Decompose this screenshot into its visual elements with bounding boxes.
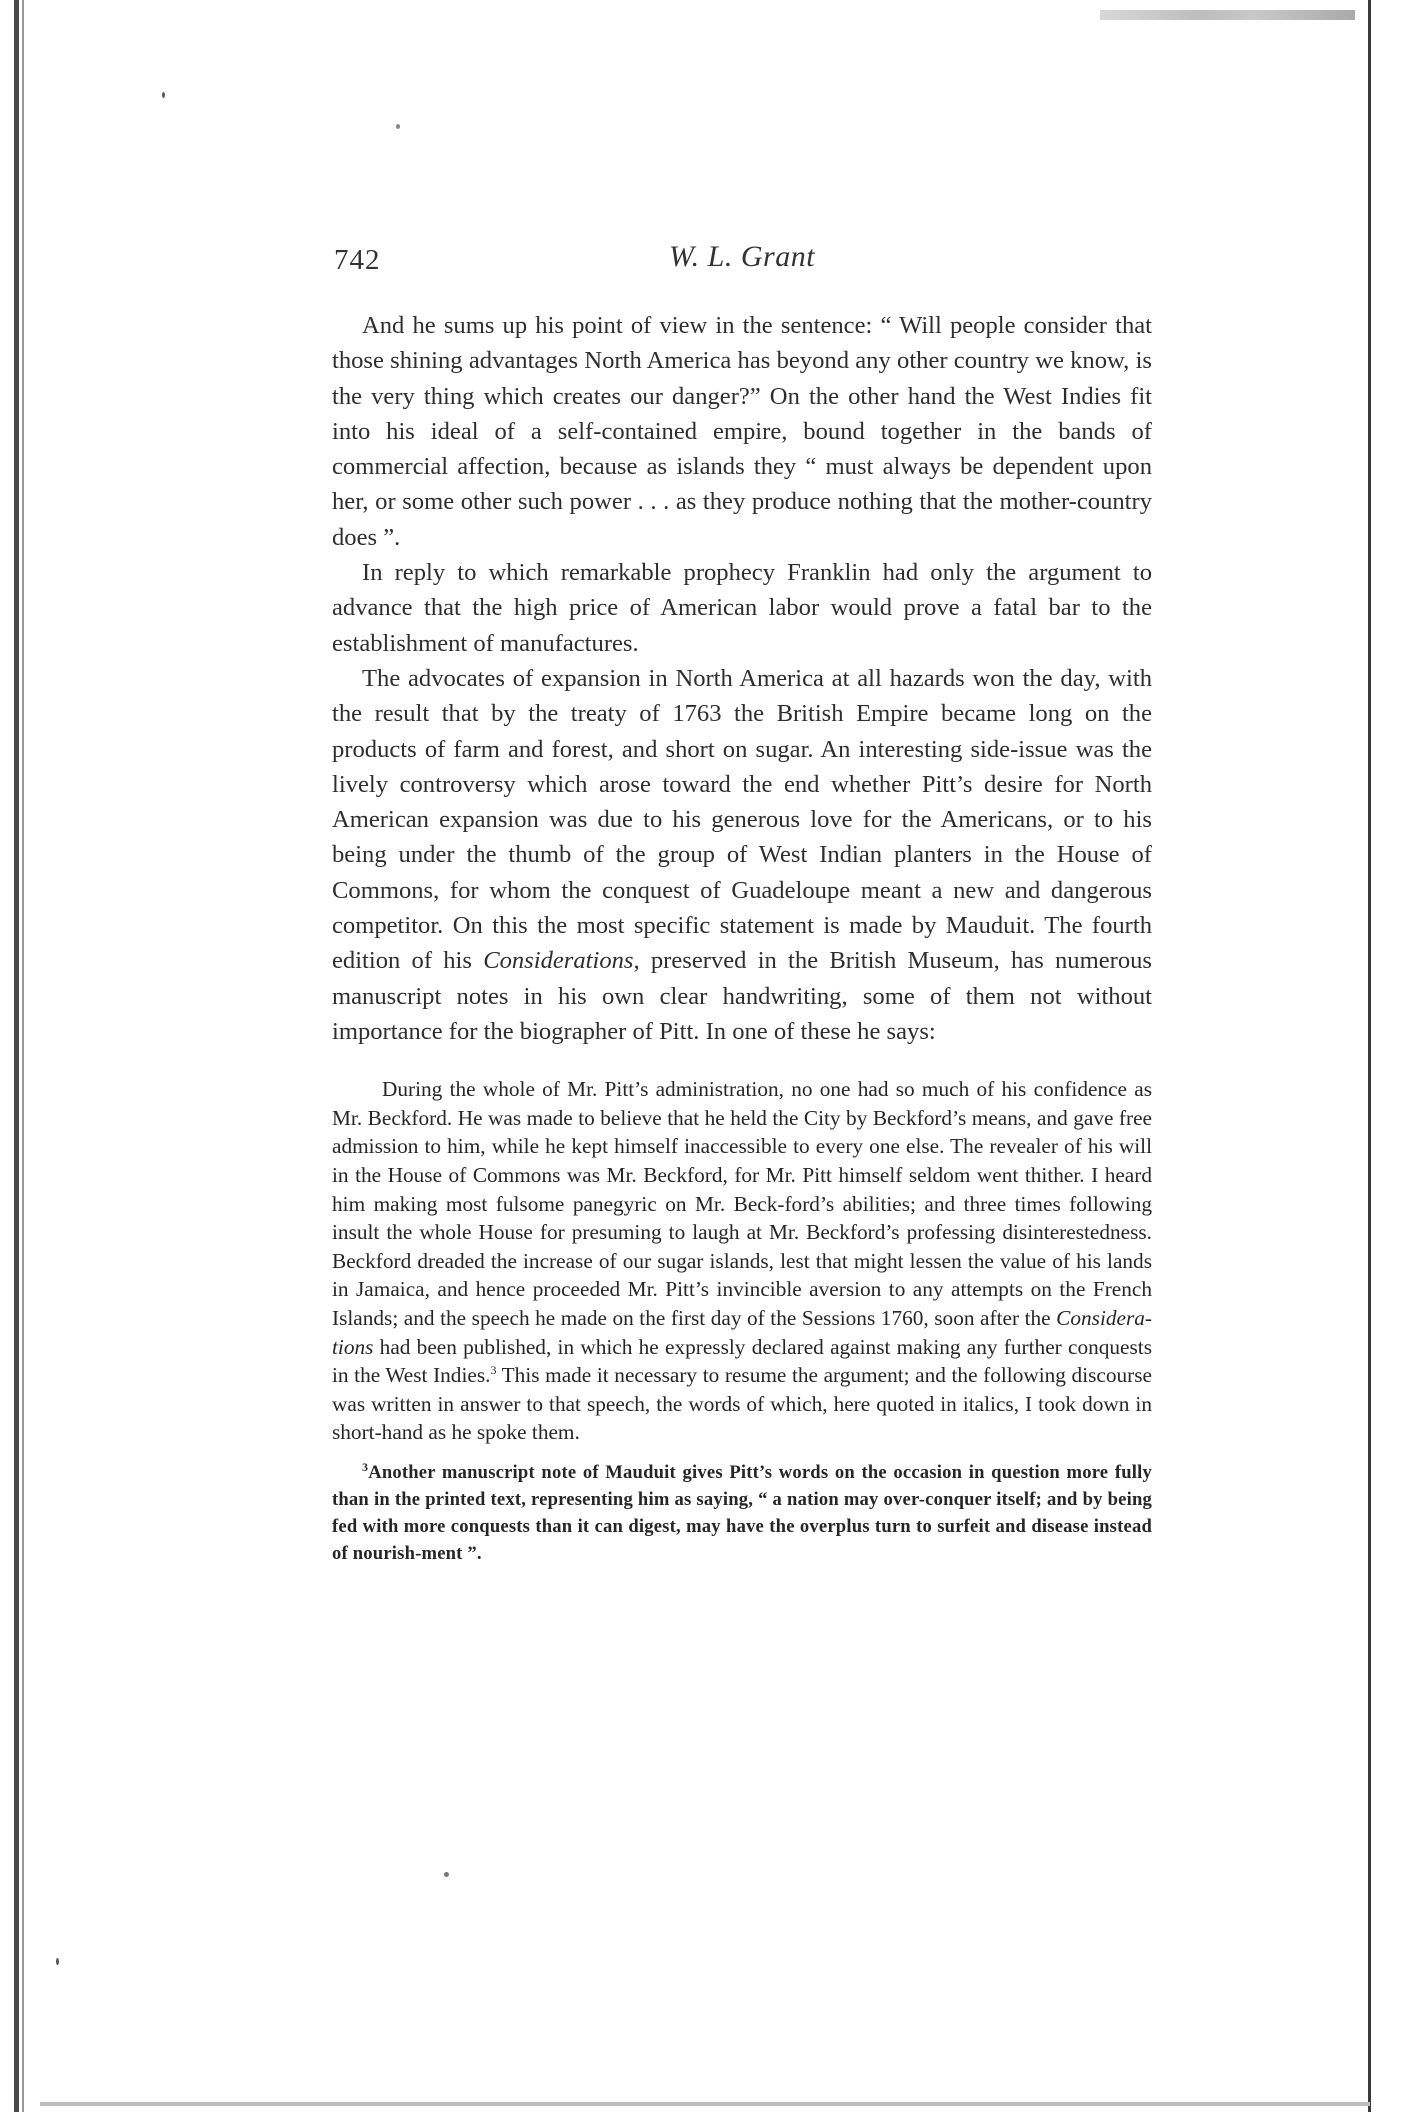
scan-left-edge-inner bbox=[22, 0, 24, 2112]
footnote-reference: 3 bbox=[490, 1363, 497, 1378]
footnote-marker: 3 bbox=[362, 1459, 369, 1474]
paragraph: And he sums up his point of view in the sentence: “ Will people consider that those shining advantages North America has beyond any other country we know, is the very thing which creates our danger?” On the other hand the West Indies fit into his ideal of a self-contained empire, bound together in the bands of commercial affection, because as islands they “ must always be dependent upon her, or some other such power . . . as they produce nothing that the mother-country does ”. bbox=[332, 312, 1152, 551]
running-head bbox=[332, 240, 1152, 284]
paragraph-text: preserved in the British Museum, has numerous manuscript notes in his own clear handwriting, some of them not without importance for the biographer of Pitt. In one of these he says: bbox=[332, 947, 1152, 1045]
scan-speck bbox=[396, 124, 400, 129]
scan-bottom-edge bbox=[40, 2102, 1370, 2106]
main-text bbox=[332, 308, 1152, 1049]
running-title: W. L. Grant bbox=[668, 240, 816, 273]
paragraph: In reply to which remarkable prophecy Franklin had only the argument to advance that the high price of American labor would prove a fatal bar to the establishment of manufactures. bbox=[332, 559, 1152, 657]
italic-title: Considerations, bbox=[483, 947, 640, 975]
paragraph-text: The advocates of expansion in North America at all hazards won the day, with the result that by the treaty of 1763 the British Empire became long on the products of farm and forest, and short on sugar. An interesting side-issue was the lively controversy which arose toward the end whether Pitt’s desire for North American expansion was due to his generous love for the Americans, or to his being under the thumb of the group of West Indian planters in the House of Commons, for whom the conquest of Guadeloupe meant a new and dangerous competitor. On this the most specific statement is made by Mauduit. The fourth edition of his bbox=[332, 664, 1152, 975]
document-page bbox=[332, 240, 1152, 1567]
paragraph bbox=[332, 661, 1152, 1049]
scan-speck bbox=[162, 92, 165, 98]
scan-right-edge bbox=[1368, 0, 1371, 2112]
scan-speck bbox=[56, 1958, 59, 1965]
quote-text: During the whole of Mr. Pitt’s administration, no one had so much of his confidence as Mr. Beckford. He was made to believe that he held the City by Beckford’s means, and gave free admission to him, while he kept himself inaccessible to every one else. The revealer of his will in the House of Commons was Mr. Beckford, for Mr. Pitt himself seldom went thither. I heard him making most fulsome panegyric on Mr. Beck-ford’s abilities; and three times following insult the whole House for presuming to laugh at Mr. Beckford’s professing disinterestedness. Beckford dreaded the increase of our sugar islands, lest that might lessen the value of his lands in Jamaica, and hence proceeded Mr. Pitt’s invincible aversion to any attempts on the French Islands; and the speech he made on the first day of the Sessions 1760, soon after the bbox=[332, 1077, 1152, 1330]
page-number: 742 bbox=[334, 244, 381, 276]
quote-text: This made it necessary to resume the argument; and the following discourse was written in answer to that speech, the words of which, here quoted in italics, I took down in short-hand as he spoke them. bbox=[332, 1363, 1152, 1445]
quote-paragraph bbox=[332, 1075, 1152, 1447]
italic-title: Considera-tions bbox=[332, 1305, 1152, 1359]
footnote bbox=[332, 1459, 1152, 1567]
scan-left-edge bbox=[14, 0, 19, 2112]
scan-speck bbox=[444, 1872, 449, 1877]
quote-text: had been published, in which he expressly declared against making any further conquests in the West Indies. bbox=[332, 1334, 1152, 1388]
block-quote bbox=[332, 1075, 1152, 1447]
footnote-paragraph bbox=[332, 1459, 1152, 1567]
scan-top-edge bbox=[1100, 10, 1355, 20]
footnote-text: Another manuscript note of Mauduit gives Pitt’s words on the occasion in question more fully than in the printed text, representing him as saying, “ a nation may over-conquer itself; and by being fed with more conquests than it can digest, may have the overplus turn to surfeit and disease instead of nourish-ment ”. bbox=[332, 1461, 1152, 1564]
